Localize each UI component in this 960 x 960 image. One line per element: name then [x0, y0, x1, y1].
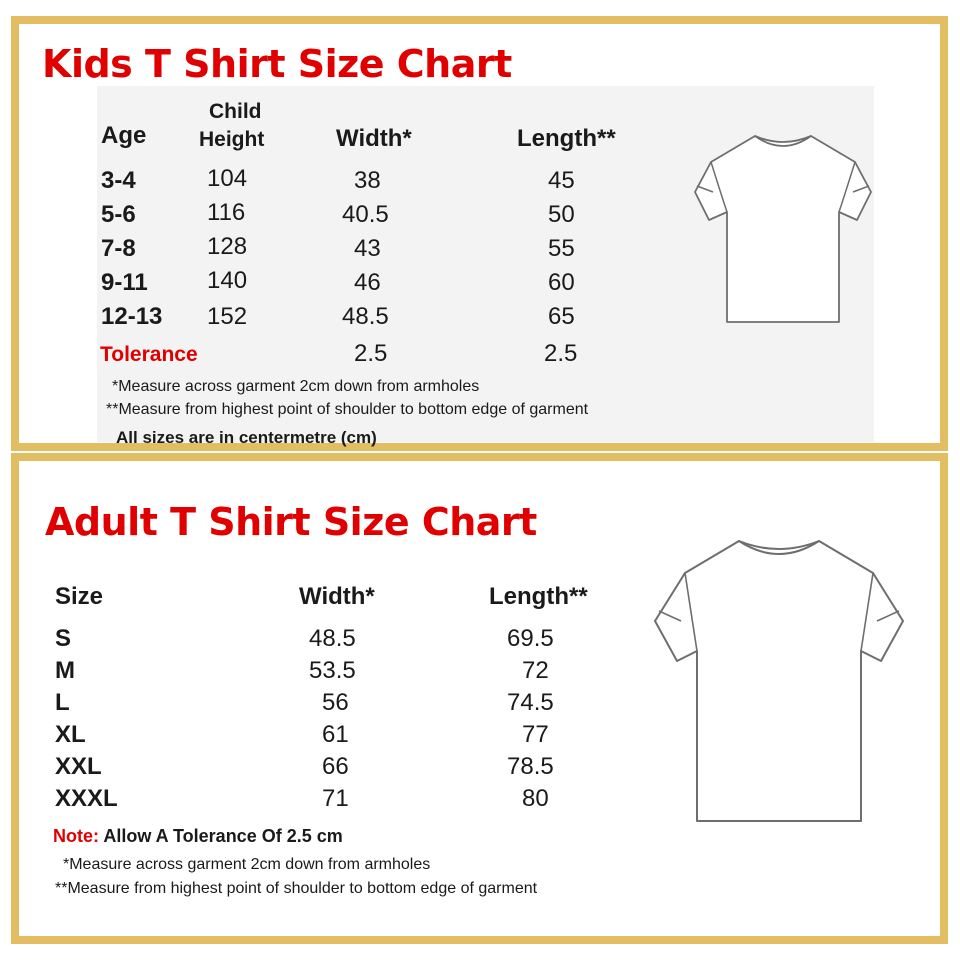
tshirt-outline-icon [647, 529, 911, 829]
adult-note-label: Note: [53, 826, 99, 846]
adult-row-size: XXXL [55, 785, 118, 812]
kids-row-length: 65 [548, 303, 575, 330]
kids-tolerance-width: 2.5 [354, 340, 388, 367]
kids-row-age: 7-8 [101, 235, 136, 262]
kids-row-width: 38 [354, 167, 381, 194]
adult-row-width: 56 [322, 689, 349, 716]
adult-header-length: Length** [489, 583, 588, 610]
kids-row-height: 140 [207, 267, 248, 294]
kids-units-note: All sizes are in centermetre (cm) [116, 428, 377, 447]
adult-row-width: 61 [322, 721, 349, 748]
adult-row-width: 48.5 [309, 625, 356, 652]
kids-row-age: 3-4 [101, 167, 136, 194]
kids-tolerance-label: Tolerance [100, 343, 198, 366]
adult-row-length: 72 [522, 657, 549, 684]
kids-row-length: 45 [548, 167, 575, 194]
kids-header-height: Height [199, 128, 265, 151]
adult-size-chart-panel [11, 453, 948, 944]
adult-row-size: XXL [55, 753, 102, 780]
adult-row-size: S [55, 625, 72, 652]
adult-footnote-width: *Measure across garment 2cm down from armholes [63, 856, 431, 873]
kids-tolerance-length: 2.5 [544, 340, 578, 367]
kids-row-width: 48.5 [342, 303, 389, 330]
kids-row-age: 9-11 [101, 269, 148, 296]
adult-row-size: L [55, 689, 70, 716]
kids-row-age: 5-6 [101, 201, 136, 228]
kids-row-width: 43 [354, 235, 381, 262]
adult-row-length: 69.5 [507, 625, 554, 652]
adult-note-text: Allow A Tolerance Of 2.5 cm [103, 826, 343, 846]
adult-footnote-length: **Measure from highest point of shoulder to bottom edge of garment [55, 880, 538, 897]
adult-header-width: Width* [299, 583, 375, 610]
adult-row-width: 66 [322, 753, 349, 780]
adult-row-width: 53.5 [309, 657, 356, 684]
adult-row-width: 71 [322, 785, 349, 812]
adult-row-length: 74.5 [507, 689, 554, 716]
adult-row-size: XL [55, 721, 86, 748]
kids-row-height: 104 [207, 165, 248, 192]
kids-footnote-length: **Measure from highest point of shoulder to bottom edge of garment [106, 401, 589, 418]
adult-row-size: M [55, 657, 75, 684]
kids-row-length: 50 [548, 201, 575, 228]
adult-row-length: 78.5 [507, 753, 554, 780]
adult-header-size: Size [55, 583, 104, 610]
kids-row-height: 128 [207, 233, 248, 260]
kids-row-width: 40.5 [342, 201, 389, 228]
adult-row-length: 80 [522, 785, 549, 812]
kids-footnote-width: *Measure across garment 2cm down from armholes [112, 378, 480, 395]
tshirt-outline-icon [693, 132, 873, 324]
adult-tolerance-note [53, 826, 343, 847]
adult-row-length: 77 [522, 721, 549, 748]
kids-row-width: 46 [354, 269, 381, 296]
kids-header-width: Width* [336, 125, 412, 152]
kids-chart-title: Kids T Shirt Size Chart [42, 42, 512, 86]
kids-size-chart-panel [11, 16, 948, 451]
kids-header-age: Age [101, 122, 147, 149]
kids-row-height: 116 [207, 199, 246, 226]
kids-row-length: 60 [548, 269, 575, 296]
kids-row-height: 152 [207, 303, 248, 330]
kids-row-length: 55 [548, 235, 575, 262]
kids-header-child: Child [209, 100, 262, 123]
kids-header-length: Length** [517, 125, 616, 152]
adult-chart-title: Adult T Shirt Size Chart [45, 500, 537, 544]
kids-row-age: 12-13 [101, 303, 163, 330]
